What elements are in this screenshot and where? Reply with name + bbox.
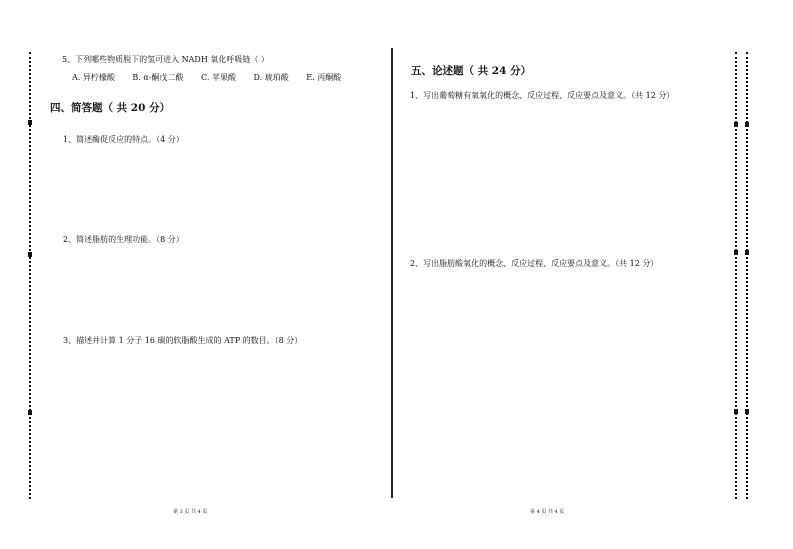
question-5-options: [72, 72, 356, 83]
right-binding-line-outer: [746, 52, 748, 499]
right-binding-mark: [734, 122, 738, 127]
left-page: [0, 0, 390, 549]
section-4-title: 四、简答题（ 共 20 分）: [50, 102, 171, 114]
section-5-title: 五、论述题（ 共 24 分）: [411, 65, 532, 77]
short-answer-question-2: 2、简述脂肪的生理功能。（8 分）: [63, 235, 184, 244]
short-answer-question-3: 3、描述并计算 1 分子 16 碳的软脂酸生成的 ATP 的数目。（8 分）: [63, 336, 303, 345]
option-c: C. 苹果酸: [201, 73, 236, 82]
right-binding-mark: [745, 409, 749, 414]
right-binding-mark: [745, 250, 749, 255]
question-5: 5、下列哪些物质脱下的氢可进入 NADH 氧化呼吸链（ ）: [62, 55, 269, 64]
essay-question-2: 2、写出脂肪酸氧化的概念、反应过程、反应要点及意义。（共 12 分）: [410, 259, 659, 268]
right-binding-mark: [734, 409, 738, 414]
right-binding-mark: [734, 250, 738, 255]
page-number-left: 第 3 页 共 4 页: [173, 509, 208, 515]
essay-question-1: 1、写出葡萄糖有氧氧化的概念、反应过程、反应要点及意义。（共 12 分）: [410, 91, 675, 100]
option-e: E. 丙酮酸: [306, 73, 342, 82]
right-page: [395, 0, 725, 549]
option-a: A. 异柠檬酸: [72, 73, 115, 82]
short-answer-question-1: 1、简述酶促反应的特点。（4 分）: [63, 135, 184, 144]
page-number-right: 第 4 页 共 4 页: [530, 509, 565, 515]
right-binding-mark: [745, 122, 749, 127]
right-binding-line-inner: [735, 52, 737, 499]
option-b: B. α-酮戊二酸: [132, 73, 184, 82]
option-d: D. 琥珀酸: [253, 73, 289, 82]
page-divider: [391, 48, 393, 498]
